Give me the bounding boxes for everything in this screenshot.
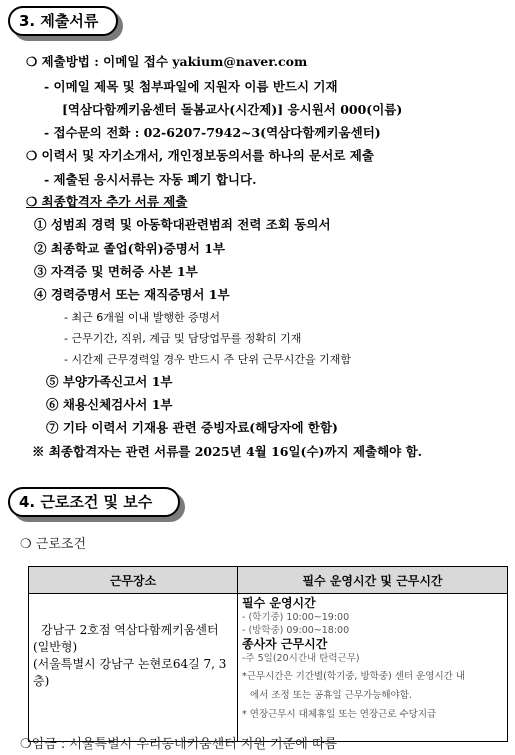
working-conditions-table (28, 566, 508, 742)
doc-item-6: ⑥ 채용신체검사서 1부 (46, 397, 173, 412)
work-hours-item: -주 5일(20시간내 탄력근무) (242, 653, 360, 664)
line-email-format: [역삼다함께키움센터 돌봄교사(시간제)] 응시원서 000(이름) (62, 102, 403, 117)
doc-item-5: ⑤ 부양가족신고서 1부 (46, 374, 173, 389)
hours-semester: - (학기중) 10:00~19:00 (242, 612, 350, 623)
doc-item-4-note-3: - 시간제 근무경력일 경우 반드시 주 단위 근무시간을 기재함 (64, 353, 351, 366)
line-submit-method: ❍ 제출방법 : 이메일 접수 yakium@naver.com (26, 54, 308, 69)
doc-item-4: ④ 경력증명서 또는 재직증명서 1부 (34, 287, 230, 302)
location-line-2: (일반형) (33, 640, 78, 654)
doc-item-2: ② 최종학교 졸업(학위)증명서 1부 (34, 241, 225, 256)
doc-item-3: ③ 자격증 및 면허증 사본 1부 (34, 264, 198, 279)
section3-title: 3. 제출서류 (8, 6, 118, 36)
pay-line: ❍임금 : 서울특별시 우리동네키움센터 지원 기준에 따름 (20, 737, 338, 752)
section4-title: 4. 근로조건 및 보수 (8, 487, 180, 517)
hours-cell (238, 594, 508, 742)
table-header-hours: 필수 운영시간 및 근무시간 (238, 567, 508, 594)
hours-note-1: *근무시간은 기간별(학기중, 방학중) 센터 운영시간 내 (242, 671, 465, 682)
line-disposal: - 제출된 응시서류는 자동 폐기 합니다. (44, 172, 257, 187)
hours-vacation: - (방학중) 09:00~18:00 (242, 625, 350, 636)
table-header-location: 근무장소 (29, 567, 238, 594)
location-line-4: 층) (33, 674, 50, 688)
hours-note-3: * 연장근무시 대체휴일 또는 연장근로 수당지급 (242, 709, 437, 720)
line-email-title: - 이메일 제목 및 첨부파일에 지원자 이름 반드시 기재 (44, 79, 338, 94)
section4-header (8, 487, 180, 517)
location-line-1: 강남구 2호점 역삼다함께키움센터 (41, 623, 219, 637)
working-conditions-label: ❍ 근로조건 (20, 537, 87, 552)
line-phone: - 접수문의 전화 : 02-6207-7942~3(역삼다함께키움센터) (44, 125, 381, 140)
line-documents: ❍ 이력서 및 자기소개서, 개인정보동의서를 하나의 문서로 제출 (26, 148, 374, 163)
doc-item-4-note-2: - 근무기간, 직위, 계급 및 담당업무를 정확히 기재 (64, 332, 302, 345)
line-final-docs: ❍ 최종합격자 추가 서류 제출 (26, 194, 188, 209)
hours-note-2: 에서 조정 또는 공휴일 근무가능해야함. (250, 690, 412, 701)
section3-header (8, 6, 118, 36)
location-cell (29, 594, 238, 742)
location-line-3: (서울특별시 강남구 논현로64길 7, 3 (33, 657, 227, 671)
deadline-note: ※ 최종합격자는 관련 서류를 2025년 4월 16일(수)까지 제출해야 함. (32, 444, 423, 459)
hours-title: 필수 운영시간 (242, 596, 316, 610)
work-hours-title: 종사자 근무시간 (242, 637, 328, 651)
doc-item-7: ⑦ 기타 이력서 기재용 관련 증빙자료(해당자에 한함) (46, 420, 338, 435)
doc-item-4-note-1: - 최근 6개월 이내 발행한 증명서 (64, 311, 220, 324)
doc-item-1: ① 성범죄 경력 및 아동학대관련범죄 전력 조회 동의서 (34, 217, 331, 232)
